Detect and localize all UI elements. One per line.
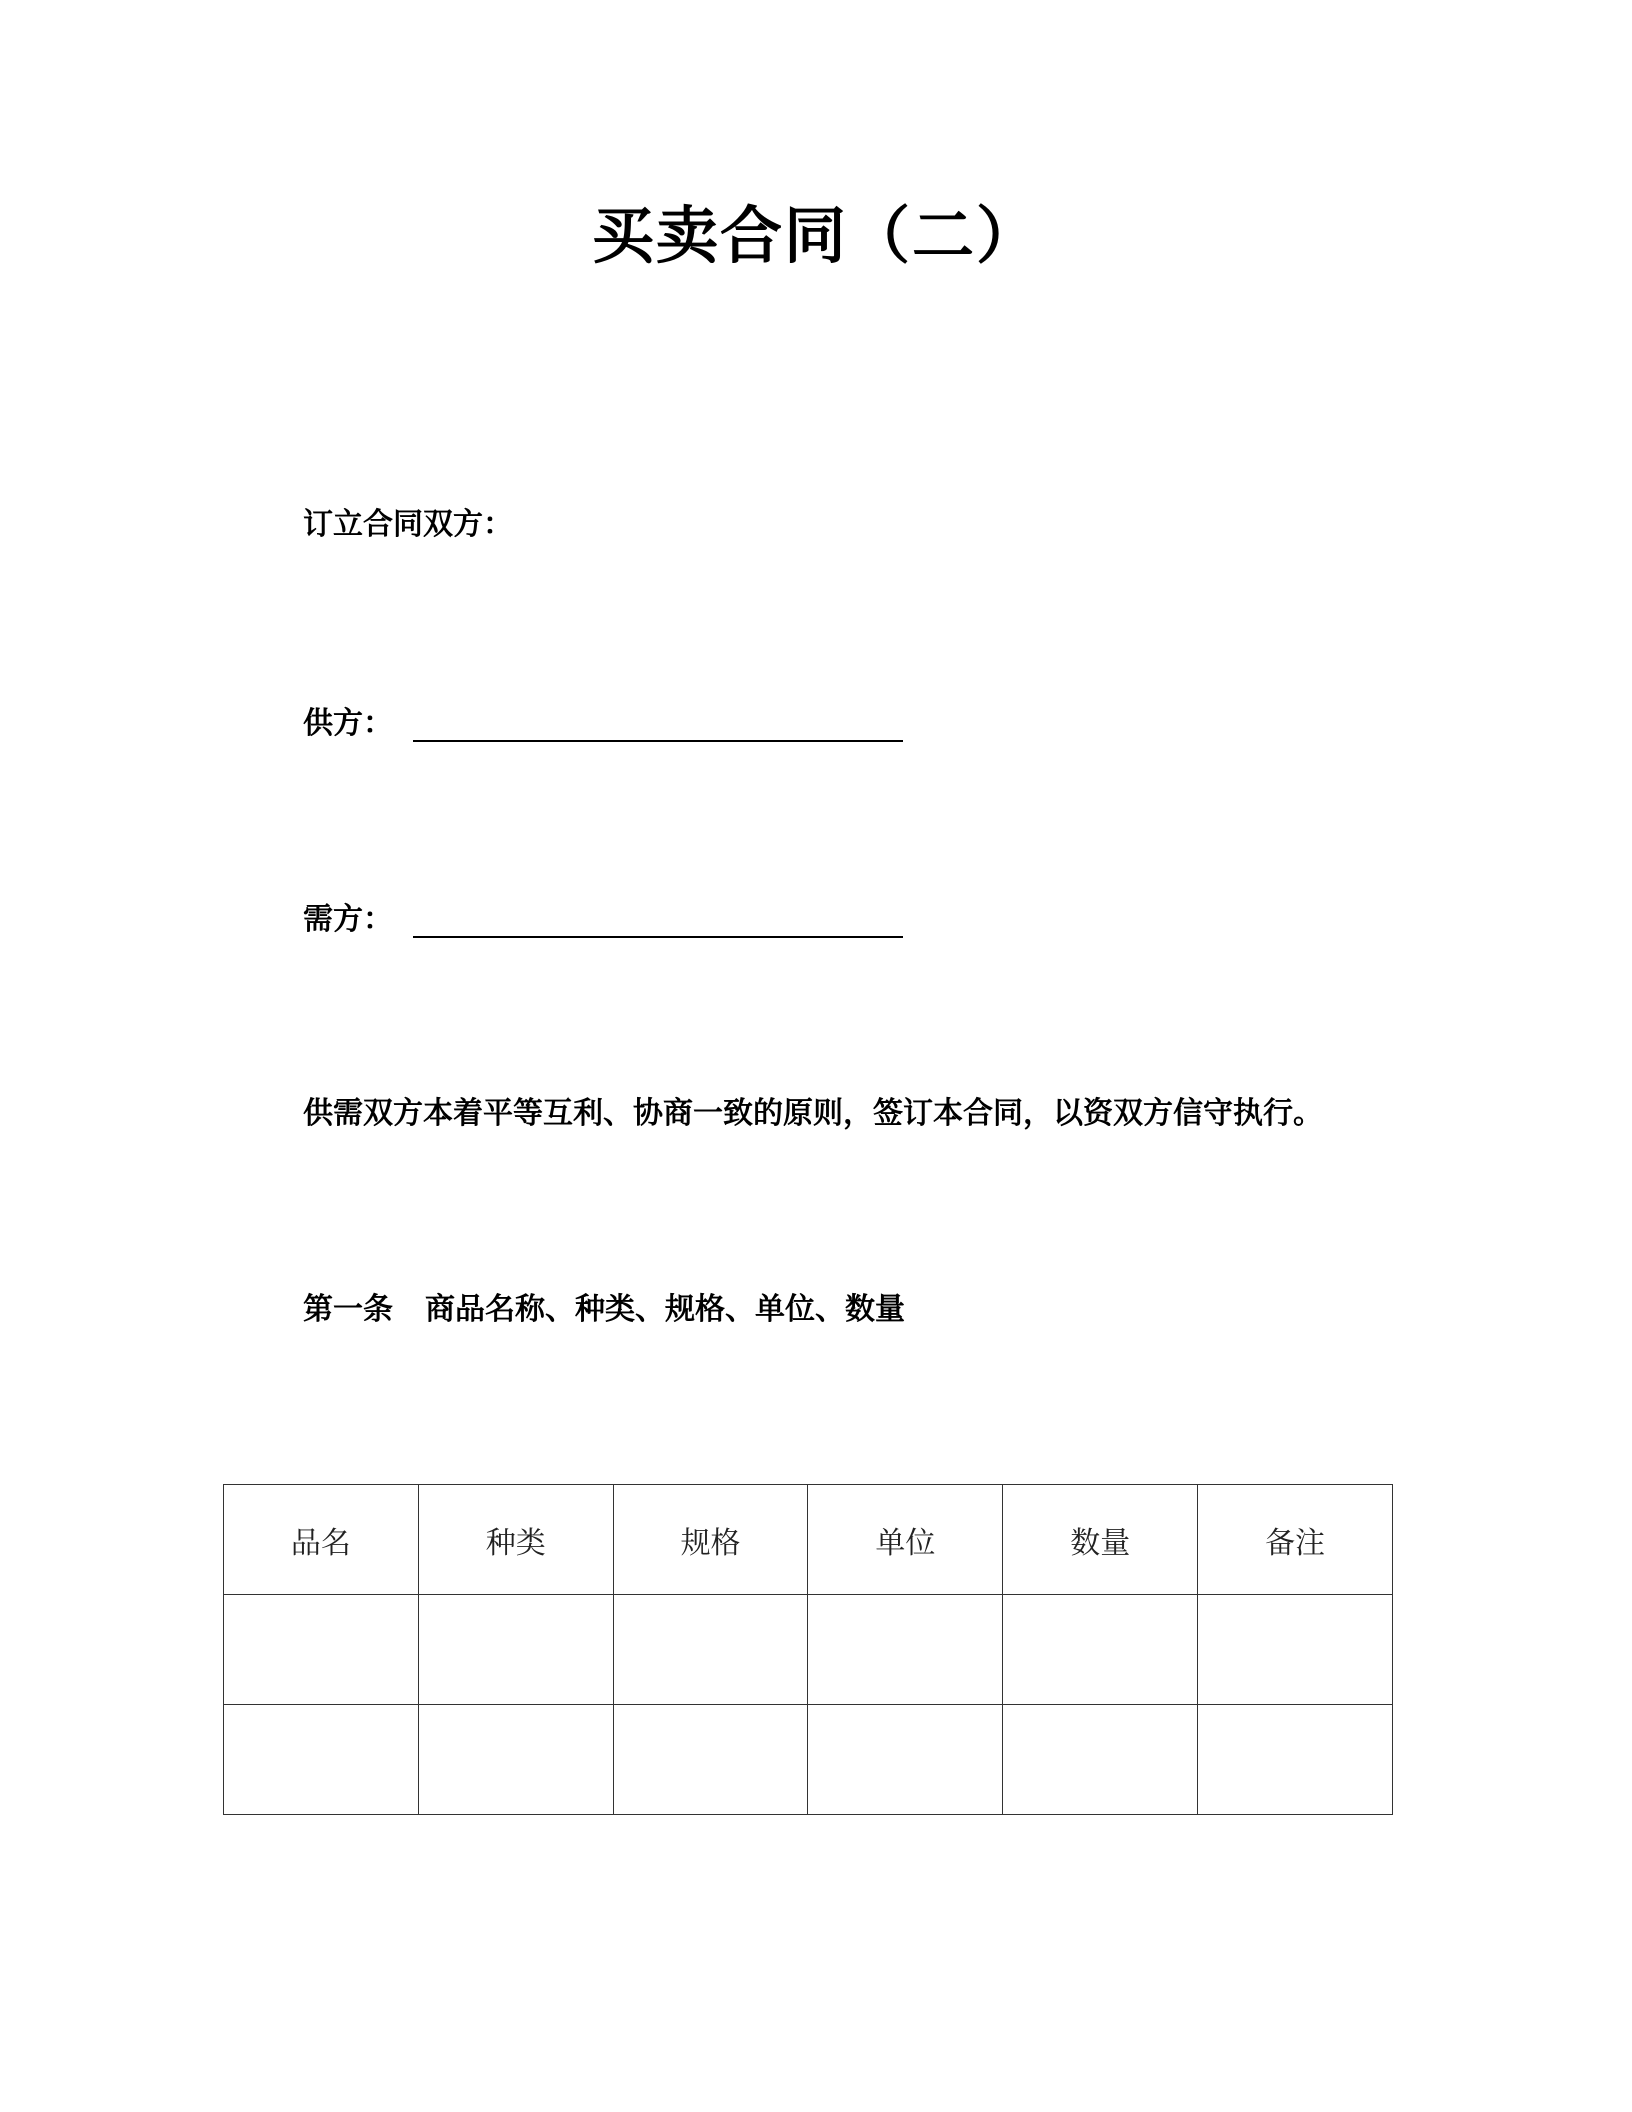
table-cell xyxy=(613,1595,808,1705)
document-title: 买卖合同（二） xyxy=(591,199,1040,272)
header-cell-specification: 规格 xyxy=(613,1485,808,1595)
table-cell xyxy=(1198,1595,1393,1705)
table-cell xyxy=(613,1705,808,1815)
buyer-blank-line xyxy=(413,936,903,938)
table-cell xyxy=(418,1705,613,1815)
table-header-row xyxy=(224,1485,1393,1595)
preamble-text: 供需双方本着平等互利、协商一致的原则，签订本合同，以资双方信守执行。 xyxy=(303,1096,1323,1131)
parties-intro: 订立合同双方： xyxy=(303,507,513,542)
table-cell xyxy=(224,1705,419,1815)
header-cell-category: 种类 xyxy=(418,1485,613,1595)
table-cell xyxy=(224,1595,419,1705)
supplier-row xyxy=(303,698,903,744)
buyer-row xyxy=(303,894,903,940)
goods-table xyxy=(223,1484,1393,1815)
supplier-label: 供方： xyxy=(303,706,393,741)
table-cell xyxy=(808,1595,1003,1705)
table-row xyxy=(224,1595,1393,1705)
supplier-blank-line xyxy=(413,740,903,742)
table-cell xyxy=(1003,1595,1198,1705)
header-cell-unit: 单位 xyxy=(808,1485,1003,1595)
article-1-heading xyxy=(303,1290,905,1330)
article-1-title: 商品名称、种类、规格、单位、数量 xyxy=(425,1292,905,1327)
article-1-number: 第一条 xyxy=(303,1292,393,1327)
header-cell-remarks: 备注 xyxy=(1198,1485,1393,1595)
table-cell xyxy=(1003,1705,1198,1815)
table-cell xyxy=(1198,1705,1393,1815)
buyer-label: 需方： xyxy=(303,902,393,937)
table-cell xyxy=(808,1705,1003,1815)
header-cell-quantity: 数量 xyxy=(1003,1485,1198,1595)
header-cell-product-name: 品名 xyxy=(224,1485,419,1595)
table-row xyxy=(224,1705,1393,1815)
table-cell xyxy=(418,1595,613,1705)
